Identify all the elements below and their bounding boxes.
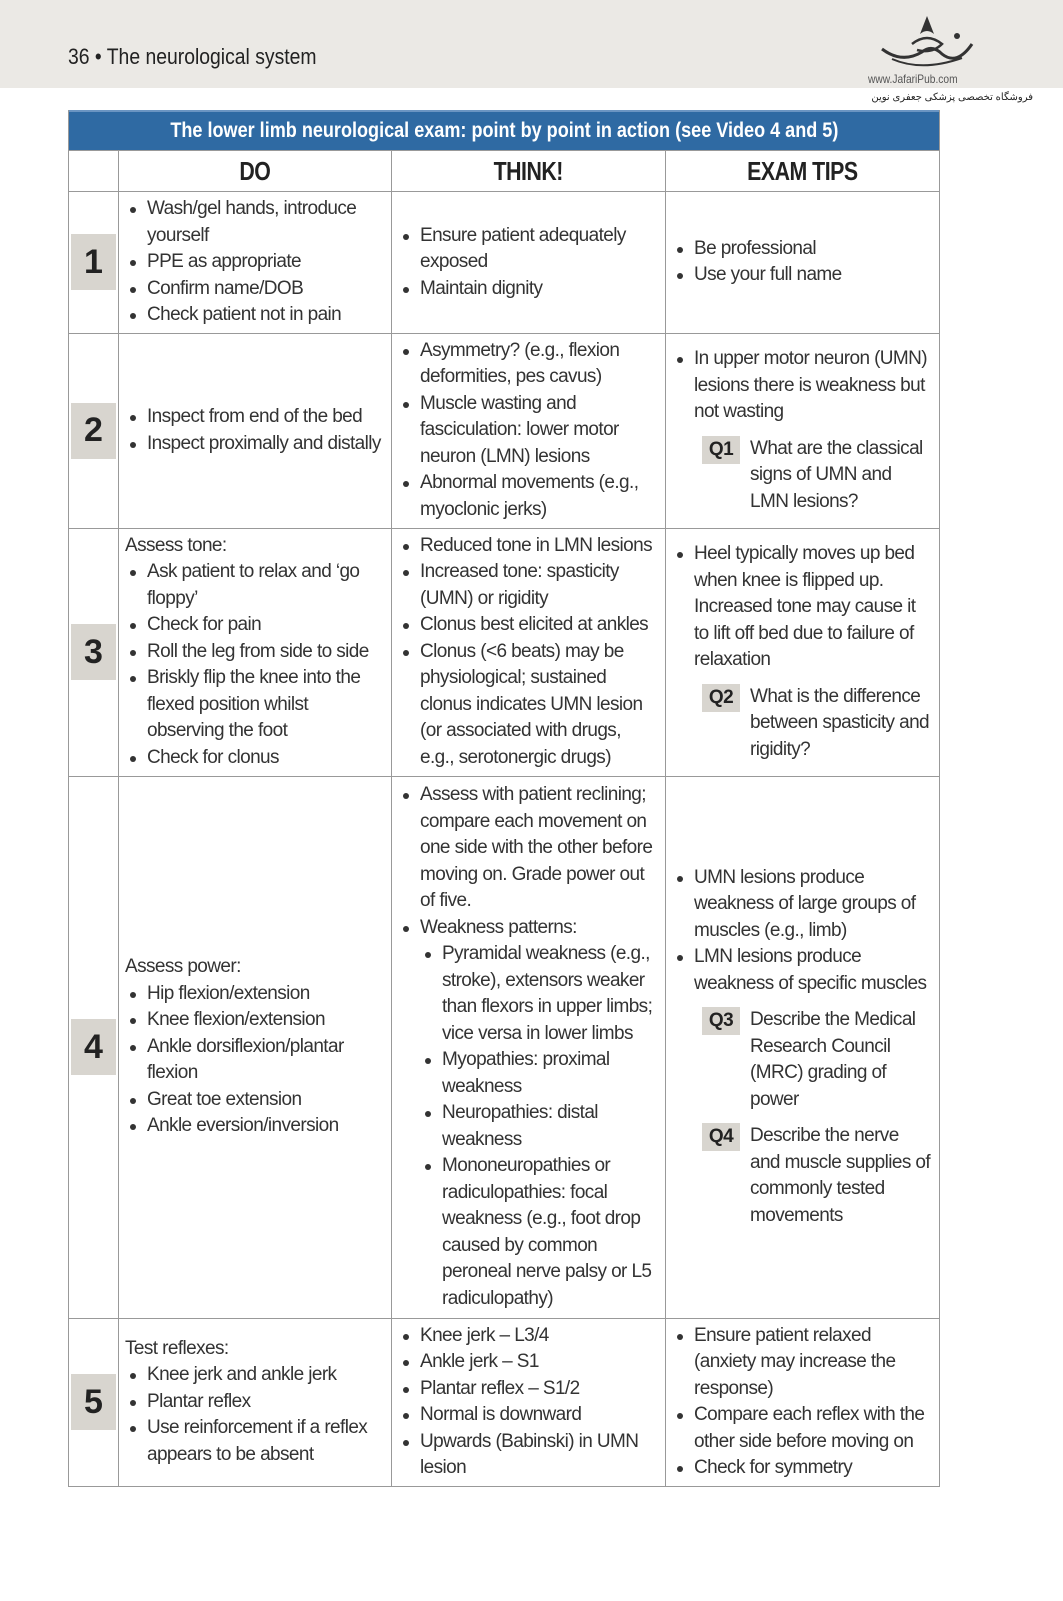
exam-tips-cell xyxy=(665,334,939,528)
exam-tips-cell xyxy=(665,529,939,776)
bullet-list xyxy=(398,1323,659,1482)
list-item: Maintain dignity xyxy=(420,276,659,303)
cell-text: Test reflexes: xyxy=(125,1337,229,1359)
bullet-list xyxy=(398,533,659,772)
list-item: Plantar reflex – S1/2 xyxy=(420,1376,659,1403)
list-item: Weakness patterns: xyxy=(420,915,659,942)
think-cell xyxy=(391,529,665,776)
question-badge: Q3 xyxy=(702,1007,740,1035)
list-item: Roll the leg from side to side xyxy=(147,639,385,666)
publisher-tagline: فروشگاه تخصصی پزشکی جعفری نوین xyxy=(871,92,1033,103)
list-item: In upper motor neuron (UMN) lesions there is weakness but not wasting xyxy=(694,346,933,426)
header-label: EXAM TIPS xyxy=(747,155,858,186)
table-row xyxy=(69,528,939,776)
bullet-list xyxy=(398,782,659,941)
list-item: Assess with patient reclining; compare each movement on one side with the other before moving on. Grade power out of five. xyxy=(420,782,659,915)
list-item: Use your full name xyxy=(694,262,933,289)
table-header-row xyxy=(69,150,939,191)
list-item: Heel typically moves up bed when knee is flipped up. Increased tone may cause it to lift off bed due to failure of relaxation xyxy=(694,541,933,674)
logo-calligraphy-icon xyxy=(872,14,982,72)
list-item: Inspect proximally and distally xyxy=(147,431,385,458)
bullet-list xyxy=(672,865,933,998)
step-number: 4 xyxy=(71,1019,116,1075)
step-number: 2 xyxy=(71,403,116,459)
list-item: Check for pain xyxy=(147,612,385,639)
step-number-cell xyxy=(69,334,118,528)
table-row xyxy=(69,191,939,333)
bullet-list xyxy=(125,981,385,1140)
question-text: What is the difference between spasticity and rigidity? xyxy=(750,685,930,760)
list-item: PPE as appropriate xyxy=(147,249,385,276)
bullet-list xyxy=(125,1362,385,1468)
bullet-list xyxy=(398,338,659,524)
list-item: Hip flexion/extension xyxy=(147,981,385,1008)
step-number: 5 xyxy=(71,1374,116,1430)
think-cell xyxy=(391,1319,665,1486)
question-text: What are the classical signs of UMN and LMN lesions? xyxy=(750,437,923,512)
exam-table xyxy=(68,110,940,1487)
do-cell xyxy=(118,777,391,1318)
think-cell xyxy=(391,334,665,528)
step-number-cell xyxy=(69,777,118,1318)
list-item: Be professional xyxy=(694,236,933,263)
list-item: Increased tone: spasticity (UMN) or rigidity xyxy=(420,559,659,612)
do-cell xyxy=(118,1319,391,1486)
running-head: 36 • The neurological system xyxy=(68,44,317,69)
think-cell xyxy=(391,192,665,333)
table-row xyxy=(69,1318,939,1486)
header-label: DO xyxy=(239,155,271,186)
list-item: LMN lesions produce weakness of specific muscles xyxy=(694,944,933,997)
step-number-cell xyxy=(69,1319,118,1486)
list-item: UMN lesions produce weakness of large groups of muscles (e.g., limb) xyxy=(694,865,933,945)
list-item: Reduced tone in LMN lesions xyxy=(420,533,659,560)
do-cell xyxy=(118,192,391,333)
question-badge: Q4 xyxy=(702,1123,740,1151)
list-item: Knee jerk – L3/4 xyxy=(420,1323,659,1350)
list-item: Ensure patient adequately exposed xyxy=(420,223,659,276)
header-do xyxy=(118,151,391,191)
list-item: Ankle jerk – S1 xyxy=(420,1349,659,1376)
list-item: Great toe extension xyxy=(147,1087,385,1114)
list-item: Muscle wasting and fasciculation: lower motor neuron (LMN) lesions xyxy=(420,391,659,471)
list-item: Ask patient to relax and ‘go floppy’ xyxy=(147,559,385,612)
table-row xyxy=(69,333,939,528)
think-cell xyxy=(391,777,665,1318)
step-number-cell xyxy=(69,192,118,333)
question-callout xyxy=(702,1007,933,1113)
list-item: Upwards (Babinski) in UMN lesion xyxy=(420,1429,659,1482)
list-item: Check for clonus xyxy=(147,745,385,772)
list-item: Knee flexion/extension xyxy=(147,1007,385,1034)
list-item: Knee jerk and ankle jerk xyxy=(147,1362,385,1389)
question-text: Describe the Medical Research Council (MRC) grading of power xyxy=(750,1009,916,1110)
list-item: Inspect from end of the bed xyxy=(147,404,385,431)
list-item: Neuropathies: distal weakness xyxy=(442,1100,659,1153)
list-item: Asymmetry? (e.g., flexion deformities, pes cavus) xyxy=(420,338,659,391)
list-item: Normal is downward xyxy=(420,1402,659,1429)
question-badge: Q1 xyxy=(702,436,740,464)
list-item: Confirm name/DOB xyxy=(147,276,385,303)
bullet-list xyxy=(125,404,385,457)
do-cell xyxy=(118,529,391,776)
list-item: Myopathies: proximal weakness xyxy=(442,1047,659,1100)
sub-bullet-list xyxy=(420,941,659,1312)
table-row xyxy=(69,776,939,1318)
list-item: Ankle dorsiflexion/plantar flexion xyxy=(147,1034,385,1087)
exam-tips-cell xyxy=(665,777,939,1318)
list-item: Abnormal movements (e.g., myoclonic jerks) xyxy=(420,470,659,523)
cell-text: Assess tone: xyxy=(125,534,227,556)
bullet-list xyxy=(125,559,385,771)
table-title xyxy=(69,110,939,150)
question-text: Describe the nerve and muscle supplies of commonly tested movements xyxy=(750,1125,931,1226)
list-item: Compare each reflex with the other side before moving on xyxy=(694,1402,933,1455)
step-number: 1 xyxy=(71,234,116,290)
bullet-list xyxy=(672,236,933,289)
header-exam-tips xyxy=(665,151,939,191)
header-blank xyxy=(69,151,118,191)
list-item: Pyramidal weakness (e.g., stroke), extensors weaker than flexors in upper limbs; vice versa in lower limbs xyxy=(442,941,659,1047)
publisher-url: www.JafariPub.com xyxy=(868,72,958,86)
bullet-list xyxy=(672,1323,933,1482)
exam-tips-cell xyxy=(665,192,939,333)
bullet-list xyxy=(672,346,933,426)
question-callout xyxy=(702,684,933,764)
list-item: Ensure patient relaxed (anxiety may increase the response) xyxy=(694,1323,933,1403)
bullet-list xyxy=(672,541,933,674)
table-title-text: The lower limb neurological exam: point by point in action (see Video 4 and 5) xyxy=(169,119,838,142)
list-item: Check for symmetry xyxy=(694,1455,933,1482)
list-item: Briskly flip the knee into the flexed position whilst observing the foot xyxy=(147,665,385,745)
list-item: Clonus best elicited at ankles xyxy=(420,612,659,639)
do-cell xyxy=(118,334,391,528)
header-label: THINK! xyxy=(493,155,564,186)
bullet-list xyxy=(125,196,385,329)
list-item: Ankle eversion/inversion xyxy=(147,1113,385,1140)
step-number-cell xyxy=(69,529,118,776)
question-callout xyxy=(702,1123,933,1229)
list-item: Check patient not in pain xyxy=(147,302,385,329)
exam-tips-cell xyxy=(665,1319,939,1486)
list-item: Clonus (<6 beats) may be physiological; sustained clonus indicates UMN lesion (or associated with drugs, e.g., serotonergic drugs) xyxy=(420,639,659,772)
question-callout xyxy=(702,436,933,516)
header-think xyxy=(391,151,665,191)
list-item: Mononeuropathies or radiculopathies: focal weakness (e.g., foot drop caused by common peroneal nerve palsy or L5 radiculopathy) xyxy=(442,1153,659,1312)
list-item: Plantar reflex xyxy=(147,1389,385,1416)
step-number: 3 xyxy=(71,624,116,680)
list-item: Wash/gel hands, introduce yourself xyxy=(147,196,385,249)
question-badge: Q2 xyxy=(702,684,740,712)
bullet-list xyxy=(398,223,659,303)
publisher-logo xyxy=(860,14,1000,90)
cell-text: Assess power: xyxy=(125,956,241,978)
list-item: Use reinforcement if a reflex appears to be absent xyxy=(147,1415,385,1468)
